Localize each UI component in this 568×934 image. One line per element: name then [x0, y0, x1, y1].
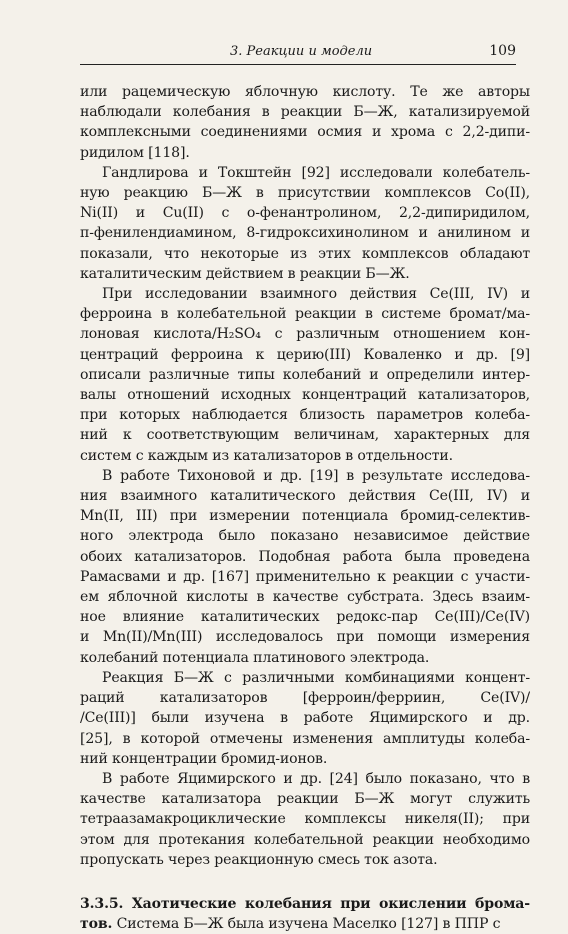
text-line: [25], в которой отмечены изменения амплитуды колеба- [80, 730, 530, 747]
text-line: обоих катализаторов. Подобная работа была проведена [80, 548, 530, 565]
text-line: Mn(II, III) при измерении потенциала бромид-селектив- [80, 508, 530, 525]
section-gap [80, 870, 530, 894]
running-head: 3. Реакции и модели [230, 44, 373, 59]
text-line: ное влияние каталитических редокс-пар Ce(III)/Ce(IV) [80, 609, 530, 626]
paragraphs [80, 82, 530, 870]
text-line: ний к соответствующим величинам, характерных для [80, 427, 530, 444]
text-line: и Mn(II)/Mn(III) исследовалось при помощи измерения [80, 629, 530, 646]
text-line: В работе Тихоновой и др. [19] в результате исследова- [102, 467, 530, 484]
text-line: ного электрода было показано независимое действие [80, 528, 530, 545]
text-line: комплексными соединениями осмия и хрома с 2,2-дипи- [80, 124, 530, 141]
page-number: 109 [489, 43, 516, 59]
text-line: ем яблочной кислоты в качестве субстрата. Здесь взаим- [80, 589, 530, 606]
section-heading: 3.3.5. Хаотические колебания при окислении брома- [80, 895, 530, 912]
text-line: тетраазамакроциклические комплексы никеля(II); при [80, 811, 530, 828]
text-line: ний концентрации бромид-ионов. [80, 750, 328, 767]
text-line: Ni(II) и Cu(II) с о-фенантролином, 2,2-дипиридилом, [80, 205, 530, 222]
text-line: при которых наблюдается близость параметров колеба- [80, 407, 530, 424]
text-line: ридилом [118]. [80, 144, 190, 161]
body-text [80, 82, 530, 934]
text-line: описали различные типы колебаний и определили интер- [80, 366, 530, 383]
section-text: Система Б—Ж была изучена Маселко [127] в ППР с [112, 916, 501, 933]
text-line: ния взаимного каталитического действия Ce(III, IV) и [80, 488, 530, 505]
text-line: каталитическим действием в реакции Б—Ж. [80, 265, 410, 282]
text-line: пропускать через реакционную смесь ток азота. [80, 851, 438, 868]
paragraph [80, 82, 530, 163]
text-line: Рамасвами и др. [167] применительно к реакции с участи- [80, 568, 530, 585]
text-line: Реакция Б—Ж с различными комбинациями концент- [102, 669, 530, 686]
text-line: наблюдали колебания в реакции Б—Ж, катализируемой [80, 104, 530, 121]
paragraph [80, 284, 530, 466]
section-heading-line [80, 894, 530, 914]
text-line: показали, что некоторые из этих комплексов обладают [80, 245, 530, 262]
text-line: п-фенилендиамином, 8-гидроксихинолином и анилином и [80, 225, 530, 242]
paragraph [80, 163, 530, 284]
text-line: /Ce(III)] были изучена в работе Яцимирского и др. [80, 710, 530, 727]
text-line: Гандлирова и Токштейн [92] исследовали колебатель- [102, 164, 530, 181]
text-line: колебаний потенциала платинового электрода. [80, 649, 430, 666]
page-header [80, 42, 516, 65]
text-line: валы отношений исходных концентраций катализаторов, [80, 387, 530, 404]
text-line: этом для протекания колебательной реакции необходимо [80, 831, 530, 848]
section-heading-continued: тов. [80, 916, 113, 933]
paragraph [80, 668, 530, 769]
text-line: ферроина в колебательной реакции в системе бромат/ма- [80, 306, 530, 323]
text-line: При исследовании взаимного действия Ce(III, IV) и [102, 286, 530, 303]
section-continuation-line [80, 914, 530, 934]
paragraph [80, 466, 530, 668]
text-line: центраций ферроина к церию(III) Коваленко и др. [9] [80, 346, 530, 363]
text-line: раций катализаторов [ферроин/ферриин, Ce(IV)/ [80, 690, 530, 707]
text-line: качестве катализатора реакции Б—Ж могут служить [80, 791, 530, 808]
text-line: ную реакцию Б—Ж в присутствии комплексов Co(II), [80, 185, 530, 202]
text-line: В работе Яцимирского и др. [24] было показано, что в [102, 770, 530, 787]
text-line: лоновая кислота/H₂SO₄ с различным отношением кон- [80, 326, 530, 343]
text-line: или рацемическую яблочную кислоту. Те же авторы [80, 84, 530, 100]
paragraph [80, 769, 530, 870]
text-line: систем с каждым из катализаторов в отдельности. [80, 447, 453, 464]
